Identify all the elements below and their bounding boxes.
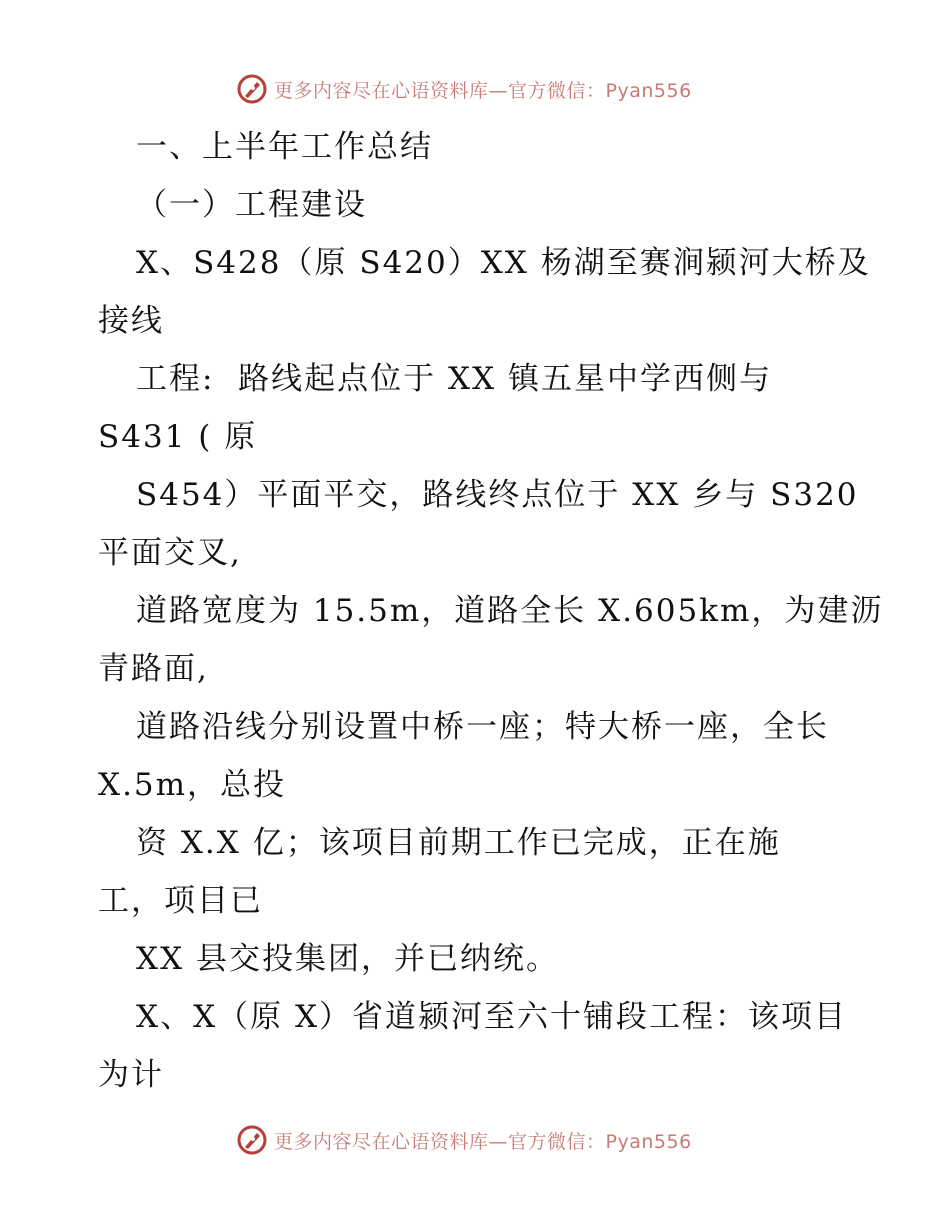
body-line: 资 X.X 亿；该项目前期工作已完成，正在施 <box>136 825 781 861</box>
pen-logo-icon <box>236 73 268 105</box>
pen-logo-icon <box>236 1124 268 1156</box>
body-line: 工，项目已 <box>98 883 263 919</box>
body-line: 接线 <box>98 303 164 339</box>
body-line: 道路宽度为 15.5m，道路全长 X.605km，为建沥 <box>136 593 884 629</box>
body-line: 平面交叉, <box>98 535 242 571</box>
body-line: X、X（原 X）省道颍河至六十铺段工程：该项目 <box>136 999 848 1035</box>
document-body <box>98 118 898 1104</box>
heading-section-1: 一、上半年工作总结 <box>136 129 433 165</box>
footer-banner <box>236 1123 692 1157</box>
body-line: S454）平面平交，路线终点位于 XX 乡与 S320 <box>136 477 859 513</box>
body-line: XX 县交投集团，并已纳统。 <box>136 941 559 977</box>
body-line: 为计 <box>98 1057 164 1093</box>
header-banner-text: 更多内容尽在心语资料库—官方微信：Pyan556 <box>274 79 692 102</box>
body-line: 工程: 路线起点位于 XX 镇五星中学西侧与 <box>136 361 772 397</box>
footer-banner-text: 更多内容尽在心语资料库—官方微信：Pyan556 <box>274 1130 692 1153</box>
body-line: 青路面, <box>98 651 209 687</box>
body-line: X、S428（原 S420）XX 杨湖至赛涧颍河大桥及 <box>136 245 871 281</box>
body-line: X.5m，总投 <box>98 767 287 803</box>
body-line: 道路沿线分别设置中桥一座；特大桥一座，全长 <box>136 709 829 745</box>
heading-subsection-1: （一）工程建设 <box>136 187 367 223</box>
body-line: S431 ( 原 <box>98 419 258 455</box>
header-banner <box>236 72 692 106</box>
